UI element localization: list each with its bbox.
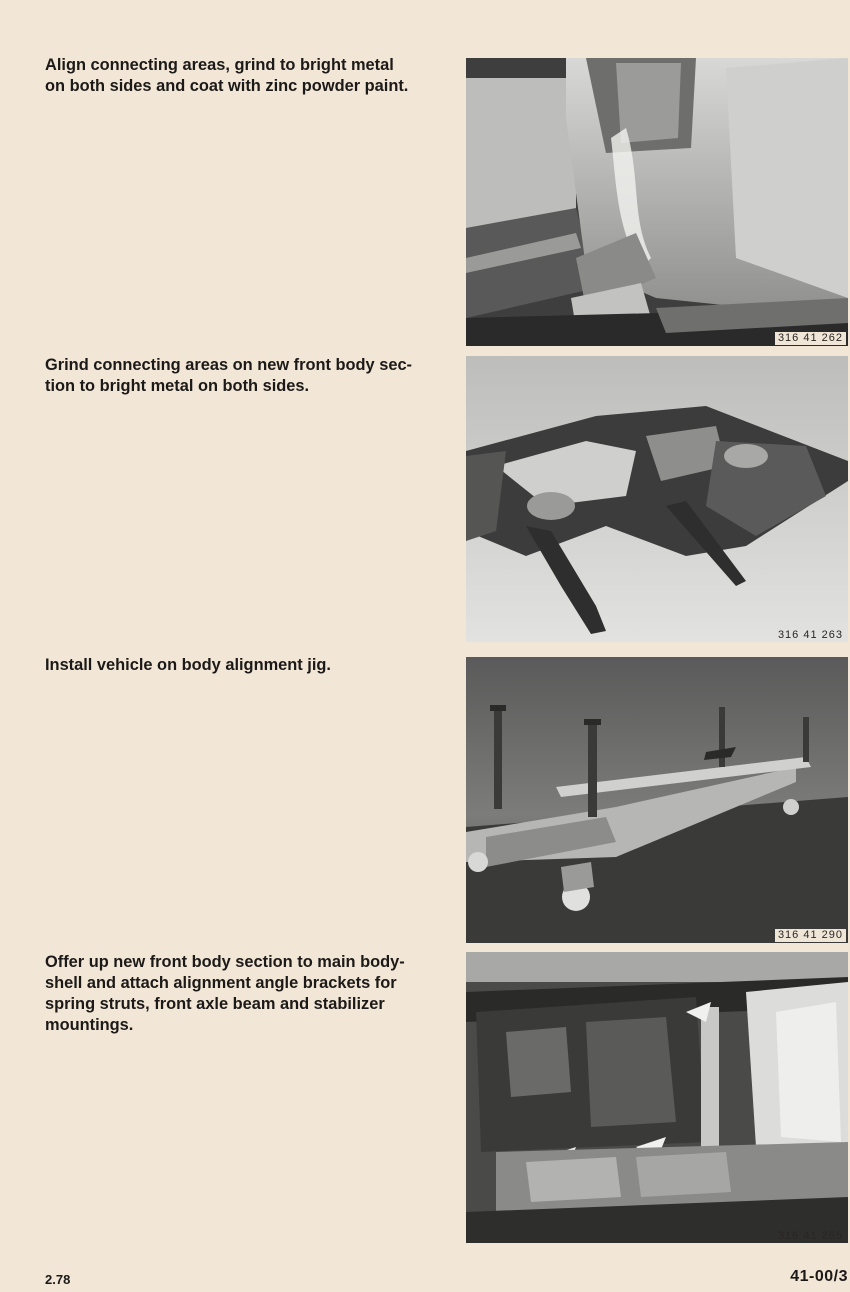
step-2-photo-number: 316 41 263	[777, 629, 843, 641]
step-4-photo	[466, 952, 848, 1243]
step-4-instruction: Offer up new front body section to main body- shell and attach alignment angle brackets for spring struts, front axle beam and stabilizer mountings.	[45, 953, 405, 1034]
step-2-photo	[466, 356, 848, 642]
step-3-photo-number: 316 41 290	[775, 929, 846, 942]
footer-page-number: 41-00/3	[790, 1268, 848, 1285]
step-1-photo-number: 316 41 262	[775, 332, 846, 345]
step-1-photo	[466, 58, 848, 346]
step-3-photo	[466, 657, 848, 943]
step-2-instruction: Grind connecting areas on new front body sec- tion to bright metal on both sides.	[45, 356, 413, 395]
footer-date-code: 2.78	[45, 1272, 71, 1287]
step-1-instruction: Align connecting areas, grind to bright metal on both sides and coat with zinc powder paint.	[45, 56, 409, 95]
step-4-photo-number: 316 41 265	[777, 1230, 843, 1242]
step-3-instruction: Install vehicle on body alignment jig.	[45, 656, 331, 674]
